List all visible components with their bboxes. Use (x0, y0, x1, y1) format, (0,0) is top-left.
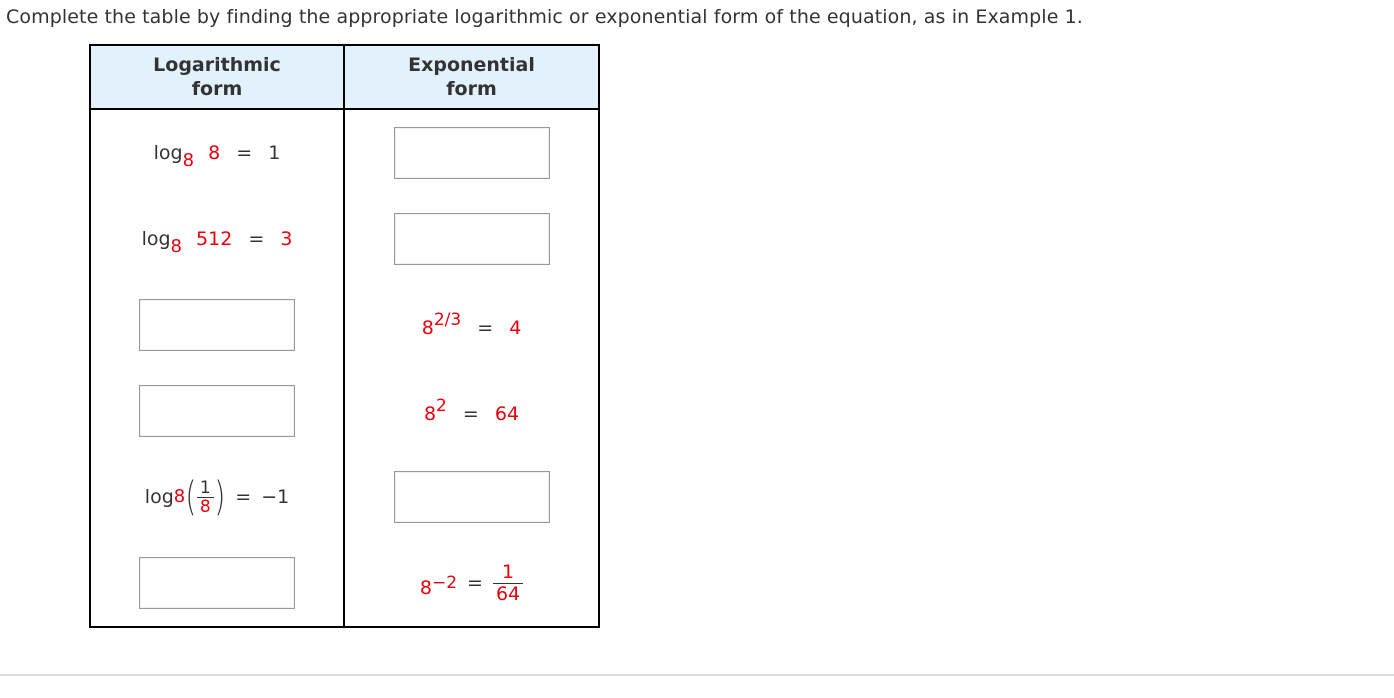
exp-expression-row3 (422, 311, 522, 339)
header-logarithmic-form (90, 45, 344, 109)
footer-divider (0, 674, 1394, 676)
log-exp-table (89, 44, 600, 628)
logarithmic-column (90, 109, 344, 627)
exp-expression-row6: 8 −2 = $\frac{1}{64}$ (420, 562, 523, 605)
exp-answer-input-row2[interactable] (394, 213, 550, 265)
log-argument-fraction (197, 479, 214, 516)
equals-sign: = (248, 228, 265, 250)
exp-cell-row5 (345, 454, 598, 540)
fraction-numerator: 1 (199, 477, 211, 498)
log-result: 1 (268, 142, 281, 164)
header-log-line2: form (191, 78, 243, 100)
log-expression-row5: log 8 ( $\frac{1}{8}$ ) = −1 (144, 474, 290, 520)
instruction-text: Complete the table by finding the appropriate logarithmic or exponential form of the equation, as in Example 1. (6, 6, 1083, 28)
left-paren: ( (185, 474, 197, 520)
exp-base: 8 (421, 317, 434, 339)
right-paren: ) (213, 474, 225, 520)
exp-answer-input-row5[interactable] (394, 471, 550, 523)
equals-sign: = (462, 403, 479, 425)
exp-cell-row3 (345, 282, 598, 368)
exp-cell-row6 (345, 540, 598, 626)
log-argument: 512 (196, 228, 233, 250)
log-answer-input-row6[interactable] (139, 557, 295, 609)
log-cell-row5 (91, 454, 343, 540)
fraction-denominator: 8 (197, 497, 214, 516)
log-fn: log (153, 142, 183, 164)
log-fn: log (144, 486, 174, 508)
equals-sign: = (467, 572, 483, 594)
log-fn: log (141, 228, 171, 250)
log-result: −1 (261, 486, 290, 508)
log-cell-row2 (91, 196, 343, 282)
exp-result-fraction (493, 562, 523, 605)
exp-base: 8 (419, 577, 432, 599)
exp-answer-input-row1[interactable] (394, 127, 550, 179)
log-cell-row6 (91, 540, 343, 626)
log-answer-input-row3[interactable] (139, 299, 295, 351)
exp-cell-row4 (345, 368, 598, 454)
header-exp-line1: Exponential (408, 54, 535, 76)
exp-cell-row2 (345, 196, 598, 282)
exp-exponent: 2/3 (433, 310, 462, 330)
log-cell-row1 (91, 110, 343, 196)
exp-expression-row4 (424, 397, 519, 425)
exp-exponent: 2 (436, 396, 447, 416)
log-base: 8 (170, 236, 182, 257)
log-expression-row1 (153, 142, 281, 171)
log-argument: 8 (208, 142, 221, 164)
exp-cell-row1 (345, 110, 598, 196)
exponential-column (344, 109, 599, 627)
log-base: 8 (182, 150, 195, 171)
exp-result: 4 (509, 317, 522, 339)
equals-sign: = (235, 486, 252, 508)
log-cell-row4 (91, 368, 343, 454)
equals-sign: = (236, 142, 253, 164)
header-exp-line2: form (446, 78, 497, 100)
exp-result: 64 (494, 403, 520, 425)
header-exponential-form (344, 45, 599, 109)
log-expression-row2 (141, 228, 293, 257)
equals-sign: = (477, 317, 494, 339)
fraction-denominator: 64 (493, 583, 523, 605)
log-answer-input-row4[interactable] (139, 385, 295, 437)
exp-base: 8 (423, 403, 437, 425)
log-result: 3 (280, 228, 293, 250)
header-log-line1: Logarithmic (153, 54, 281, 76)
fraction-numerator: 1 (501, 560, 515, 583)
log-cell-row3 (91, 282, 343, 368)
